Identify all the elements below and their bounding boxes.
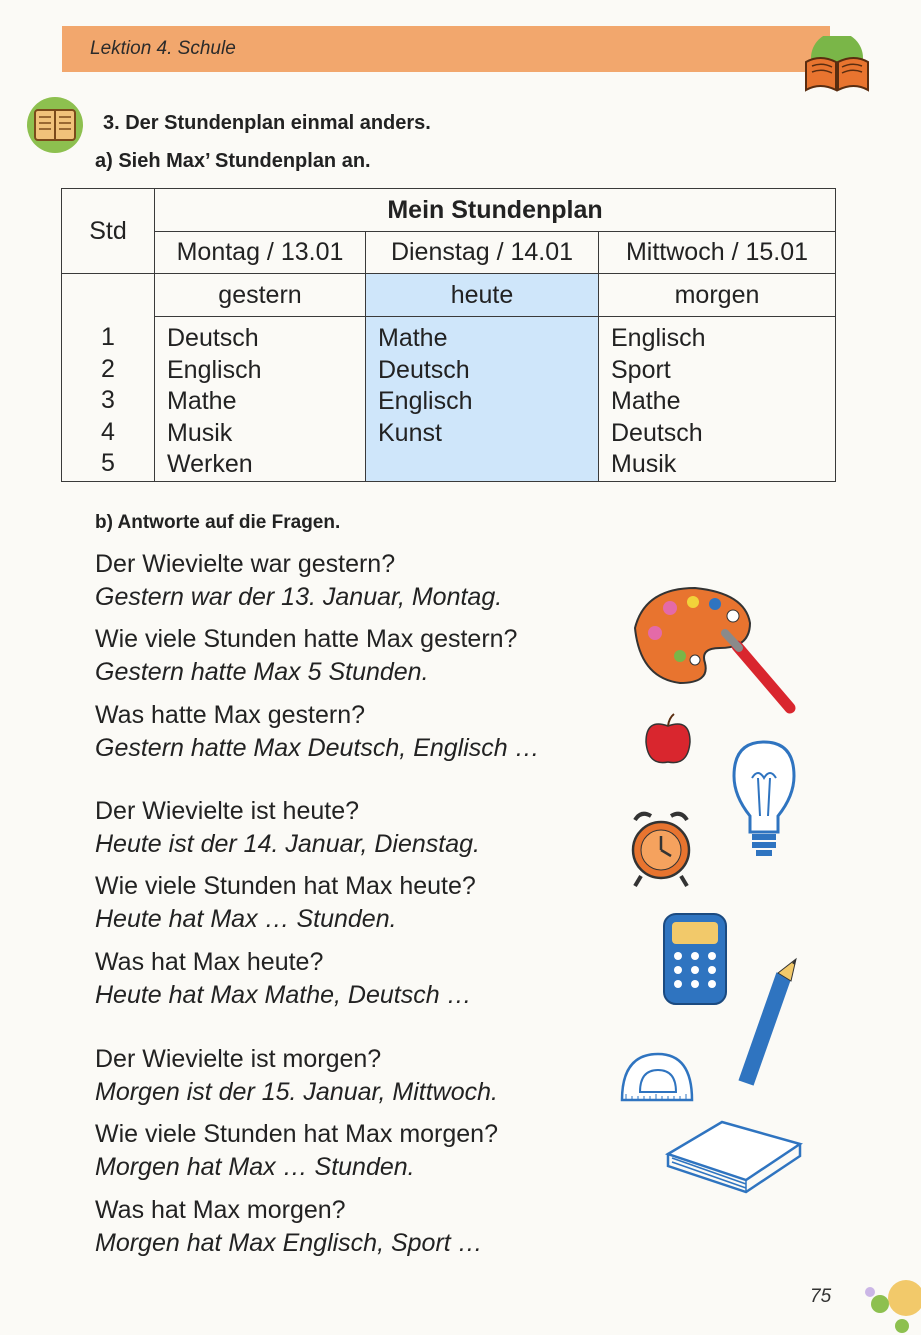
subject: Musik [167, 418, 233, 447]
subject: Englisch [611, 324, 706, 352]
subject: Musik [611, 450, 677, 478]
qa-group [95, 548, 540, 614]
light-bulb-icon [728, 738, 800, 860]
day-tuesday: Dienstag / 14.01 [366, 232, 599, 274]
decorative-dots-icon [858, 1268, 921, 1335]
qa-group [95, 1043, 540, 1109]
book-icon [798, 36, 876, 94]
timetable [61, 188, 836, 482]
alarm-clock-icon [625, 806, 697, 888]
answer: Heute hat Max … Stunden. [95, 905, 397, 933]
std-header: Std [62, 189, 155, 274]
answer: Heute hat Max Mathe, Deutsch … [95, 981, 472, 1009]
subject: Mathe [611, 387, 681, 415]
answer: Morgen hat Max … Stunden. [95, 1153, 415, 1181]
monday-subjects [155, 317, 366, 482]
paint-palette-icon [625, 578, 800, 723]
period-numbers [62, 274, 155, 482]
question: Was hat Max morgen? [95, 1196, 346, 1224]
answer: Heute ist der 14. Januar, Dienstag. [95, 830, 480, 858]
reading-book-icon [24, 96, 86, 154]
subject: Englisch [378, 387, 473, 415]
question: Was hatte Max gestern? [95, 701, 366, 729]
task-part-b: b) Antworte auf die Fragen. [95, 512, 341, 533]
period-number: 3 [101, 386, 115, 414]
wednesday-subjects [599, 317, 836, 482]
apple-icon [642, 712, 694, 768]
subject: Deutsch [611, 418, 703, 447]
subject: Mathe [167, 387, 237, 415]
period-number: 1 [101, 323, 115, 351]
qa-group [95, 795, 540, 861]
subject: Deutsch [167, 324, 259, 352]
period-number: 4 [101, 417, 115, 446]
question: Der Wievielte ist heute? [95, 797, 360, 825]
calculator-icon [660, 910, 730, 1008]
day-monday: Montag / 13.01 [155, 232, 366, 274]
subject: Sport [611, 355, 671, 384]
question: Was hat Max heute? [95, 948, 324, 976]
timetable-title: Mein Stundenplan [155, 189, 836, 232]
period-number: 2 [101, 354, 115, 383]
qa-group [95, 1194, 540, 1260]
answer: Morgen ist der 15. Januar, Mittwoch. [95, 1078, 498, 1106]
lesson-header [62, 26, 830, 72]
task-title: 3. Der Stundenplan einmal anders. [103, 112, 431, 134]
qa-group [95, 870, 540, 936]
question: Wie viele Stunden hatte Max gestern? [95, 625, 518, 653]
question: Der Wievielte war gestern? [95, 550, 396, 578]
qa-section [95, 548, 540, 1260]
qa-group [95, 1118, 540, 1184]
qa-group [95, 623, 540, 689]
lesson-title: Lektion 4. Schule [90, 38, 236, 59]
subject: Werken [167, 450, 253, 478]
subject: Deutsch [378, 355, 470, 384]
subject: Englisch [167, 355, 262, 384]
answer: Gestern war der 13. Januar, Montag. [95, 583, 503, 611]
relative-heute: heute [366, 274, 599, 317]
tuesday-subjects [366, 317, 599, 482]
page-number: 75 [810, 1286, 832, 1307]
relative-morgen: morgen [599, 274, 836, 317]
protractor-icon [618, 1048, 696, 1108]
question: Wie viele Stunden hat Max heute? [95, 872, 476, 900]
pencil-icon [734, 955, 804, 1090]
answer: Morgen hat Max Englisch, Sport … [95, 1229, 483, 1257]
qa-group [95, 946, 540, 1012]
task-part-a: a) Sieh Max’ Stundenplan an. [95, 150, 371, 172]
qa-group [95, 699, 540, 765]
question: Der Wievielte ist morgen? [95, 1045, 382, 1073]
answer: Gestern hatte Max 5 Stunden. [95, 658, 429, 686]
subject: Kunst [378, 418, 442, 447]
relative-gestern: gestern [155, 274, 366, 317]
subject: Mathe [378, 324, 448, 352]
answer: Gestern hatte Max Deutsch, Englisch … [95, 734, 540, 762]
closed-book-icon [662, 1114, 807, 1194]
question: Wie viele Stunden hat Max morgen? [95, 1120, 498, 1148]
period-number: 5 [101, 449, 115, 477]
day-wednesday: Mittwoch / 15.01 [599, 232, 836, 274]
